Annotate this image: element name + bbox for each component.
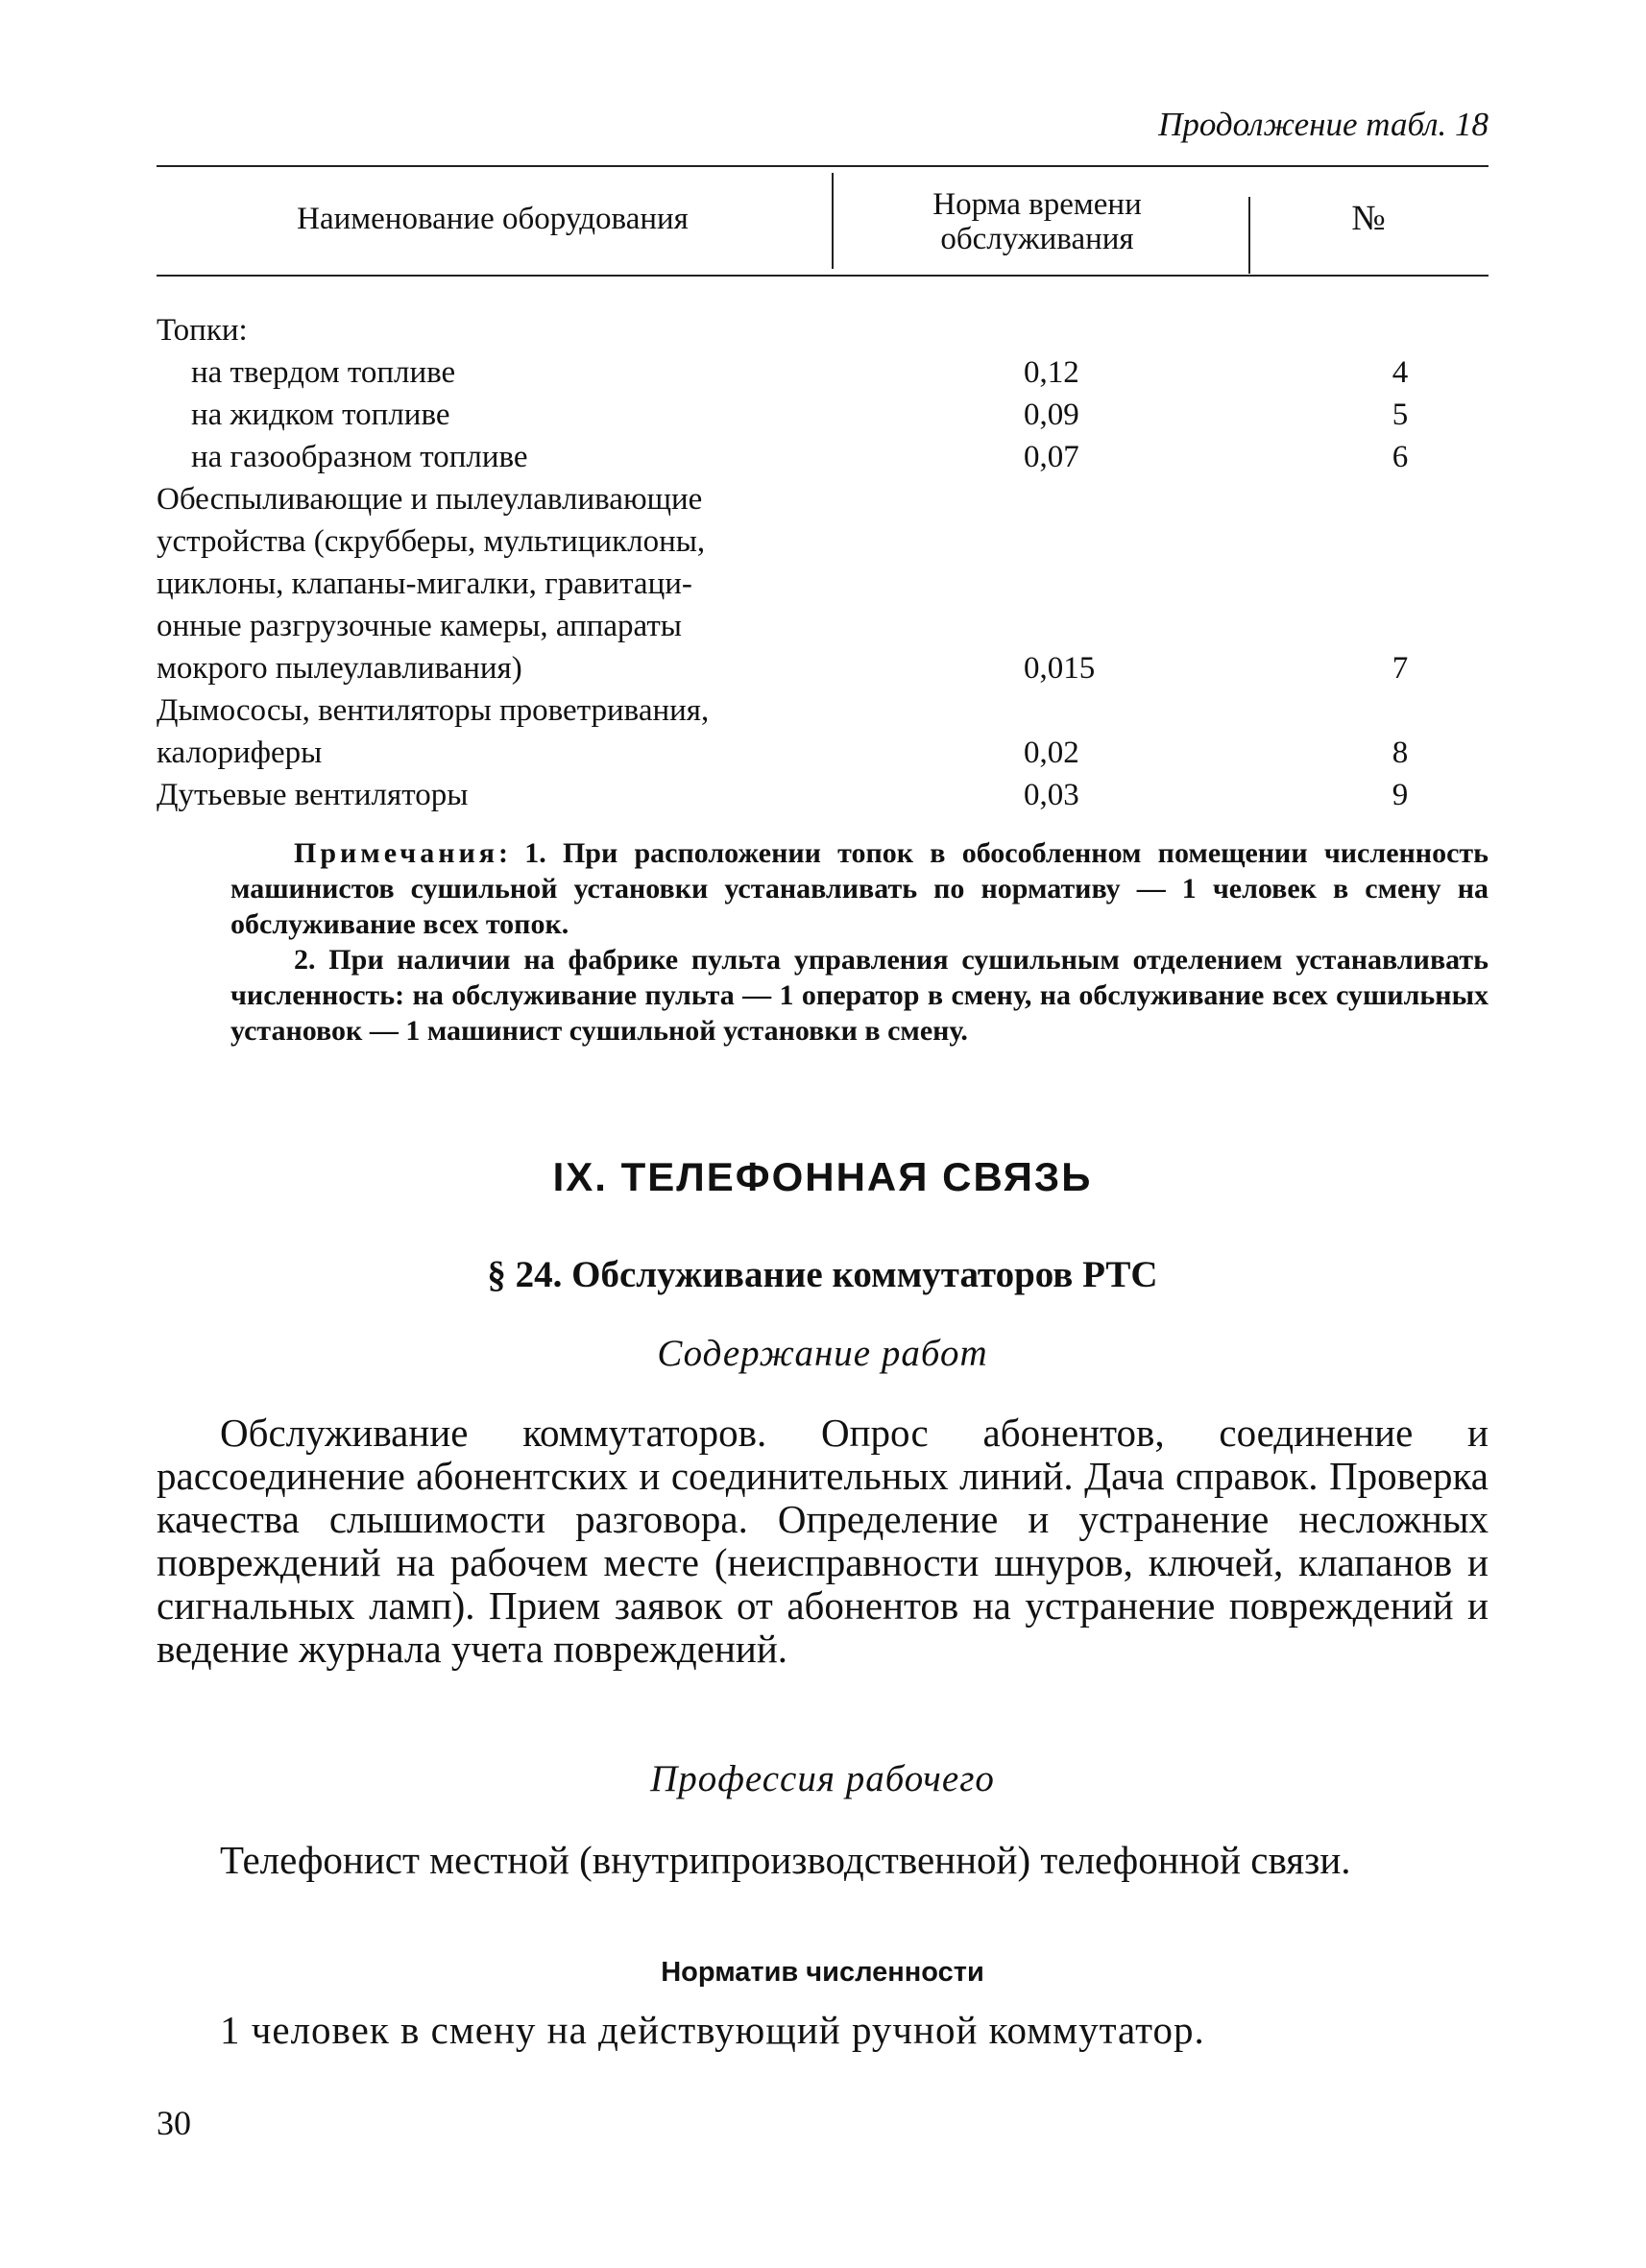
row-name: Обеспыливающие и пылеулавливающие xyxy=(157,482,703,517)
section-title: IX. ТЕЛЕФОННАЯ СВЯЗЬ xyxy=(552,1154,1093,1199)
row-name: мокрого пылеулавливания) xyxy=(157,651,522,686)
row-norm: 0,12 xyxy=(1024,355,1079,390)
profession-heading: Профессия рабочего xyxy=(650,1758,995,1799)
row-number: 8 xyxy=(1392,736,1409,770)
row-name: калориферы xyxy=(157,736,323,770)
row-norm: 0,03 xyxy=(1024,778,1079,812)
row-name: Дутьевые вентиляторы xyxy=(157,778,469,812)
table-row xyxy=(157,774,1489,816)
norm-heading: Норматив численности xyxy=(661,1957,984,1988)
table-row xyxy=(157,605,1489,647)
group-label: Топки: xyxy=(157,313,248,348)
row-norm: 0,015 xyxy=(1024,651,1096,686)
row-number: 5 xyxy=(1392,398,1409,432)
table-header-rule xyxy=(157,275,1489,277)
row-number: 6 xyxy=(1392,440,1409,474)
page-number: 30 xyxy=(157,2104,191,2142)
table-row xyxy=(157,394,1489,436)
row-name: на жидком топливе xyxy=(191,398,450,432)
row-name: на газообразном топливе xyxy=(191,440,528,474)
table-row xyxy=(157,689,1489,732)
table-row xyxy=(157,732,1489,774)
content-heading: Содержание работ xyxy=(657,1333,988,1374)
profession-body xyxy=(157,1839,1489,1882)
row-name: Дымососы, вентиляторы проветривания, xyxy=(157,693,710,728)
table-row xyxy=(157,563,1489,605)
row-number: 9 xyxy=(1392,778,1409,812)
table-row xyxy=(157,647,1489,689)
row-norm: 0,02 xyxy=(1024,736,1079,770)
content-text: Обслуживание коммутаторов. Опрос абонентов, соединение и рассоединение абонентских и соединительных линий. Дача справок. Проверка качества слышимости разговора. Определение и устранение несложных повреждений на рабочем месте (неисправности шнуров, ключей, клапанов и сигнальных ламп). Прием заявок от абонентов на устранение повреждений и ведение журнала учета повреждений. xyxy=(157,1411,1489,1671)
row-name: на твердом топливе xyxy=(191,355,456,390)
table-header-name: Наименование оборудования xyxy=(297,202,689,236)
table-row xyxy=(157,351,1489,394)
note-2: 2. При наличии на фабрике пульта управления сушильным отделением устанавливать численность: на обслуживание пульта — 1 оператор в смену, на обслуживание всех сушильных установок — 1 машинист сушильной установки в смену. xyxy=(230,944,1489,1047)
notes-label: Примечания xyxy=(294,837,499,869)
paragraph-title: § 24. Обслуживание коммутаторов РТС xyxy=(487,1254,1158,1295)
row-norm: 0,09 xyxy=(1024,398,1079,432)
row-number: 4 xyxy=(1392,355,1409,390)
table-continuation-caption: Продолжение табл. 18 xyxy=(1158,106,1489,143)
profession-text: Телефонист местной (внутрипроизводственной) телефонной связи. xyxy=(220,1838,1351,1882)
note-1 xyxy=(230,835,1489,942)
table-top-rule xyxy=(157,165,1489,167)
row-name: устройства (скрубберы, мультициклоны, xyxy=(157,524,706,559)
norm-text: 1 человек в смену на действующий ручной коммутатор. xyxy=(220,2008,1205,2052)
table-group-row xyxy=(157,309,1489,351)
table-notes xyxy=(230,835,1489,1049)
row-name: онные разгрузочные камеры, аппараты xyxy=(157,609,682,643)
note-1-text: : 1. При расположении топок в обособленном помещении численность машинистов сушильной установки устанавливать по нормативу — 1 человек в смену на обслуживание всех топок. xyxy=(230,837,1489,940)
table-header-divider-1 xyxy=(832,173,834,269)
table-row xyxy=(157,478,1489,520)
table-body xyxy=(157,309,1489,816)
content-body xyxy=(157,1411,1489,1671)
row-name: циклоны, клапаны-мигалки, гравитаци- xyxy=(157,567,692,601)
table-row xyxy=(157,520,1489,563)
table-row xyxy=(157,436,1489,478)
table-header-number: № xyxy=(1351,199,1386,238)
row-number: 7 xyxy=(1392,651,1409,686)
row-norm: 0,07 xyxy=(1024,440,1079,474)
table-header-norm: Норма времени обслуживания xyxy=(932,187,1142,256)
